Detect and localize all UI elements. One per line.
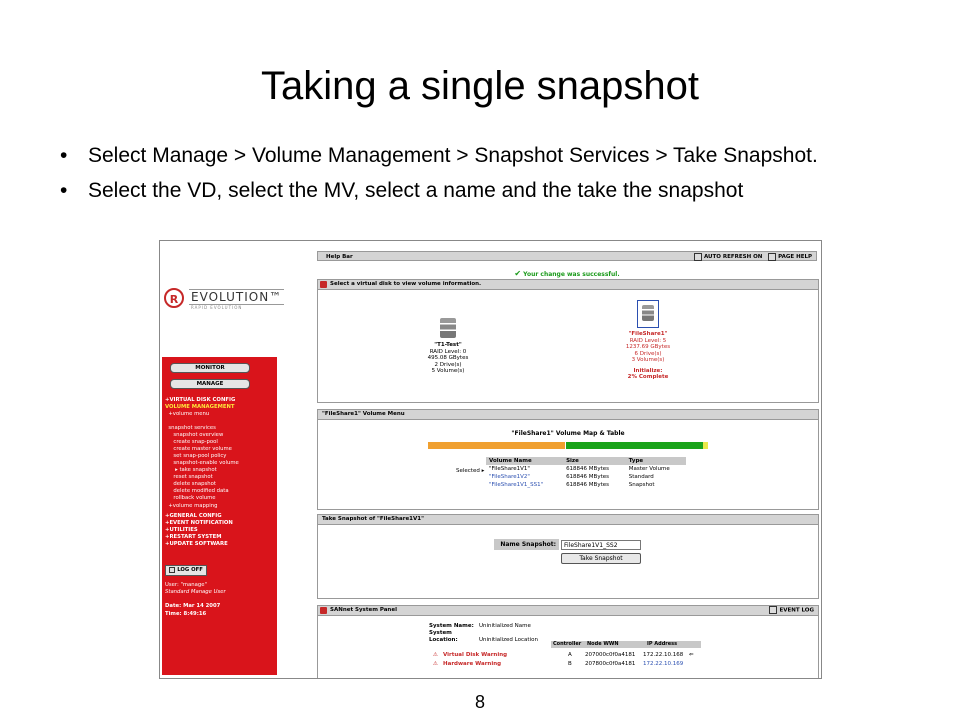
time-label: Time: [165,611,182,617]
brand-name: EVOLUTION™ [191,290,283,304]
column-header: Size [563,457,626,465]
selected-disk-frame [637,300,659,328]
take-snapshot-header: Take Snapshot of "FileShare1V1" [318,515,818,525]
system-info [429,623,538,644]
table-row[interactable] [486,465,686,473]
disk-drives: 6 Drive(s) [634,350,662,357]
user-line: User: "manage" [165,582,207,588]
brand-tagline: RAPID EVOLUTION [191,305,243,310]
volume-name[interactable]: "FileShare1V1_SS1" [489,482,544,488]
virtual-disk-t1-test[interactable] [408,318,488,375]
time-row [165,611,206,618]
sidebar-item[interactable]: delete snapshot [165,481,216,487]
controller-table-header [551,641,701,648]
sidebar-item[interactable]: create snap-pool [165,439,218,445]
page-number: 8 [474,692,485,712]
system-location-label: System Location: [429,630,458,643]
virtual-disk-panel-header [318,280,818,290]
collapse-icon[interactable] [320,607,327,614]
volume-map-segment [703,442,708,449]
success-text: Your change was successful. [523,271,620,278]
sidebar-item[interactable]: create master volume [165,446,232,452]
logoff-label: LOG OFF [177,567,203,573]
bullet-list [60,143,880,213]
virtual-disk-panel [317,279,819,403]
system-name-label: System Name: [429,623,474,629]
sannet-header [318,606,818,616]
volume-menu-header: "FileShare1" Volume Menu [318,410,818,420]
warning-label: Hardware Warning [443,661,502,667]
disk-size: 495.08 GBytes [427,355,469,361]
page-help-link[interactable] [768,254,812,260]
system-name-value: Uninitialized Name [479,623,531,629]
table-row[interactable] [486,473,686,481]
snapshot-name-input[interactable]: FileShare1V1_SS2 [561,540,641,550]
success-message [317,269,817,278]
ip-address: 172.22.10.168 [643,652,684,658]
logo-mark-icon: R [164,288,184,308]
warning-icon: ⚠ [433,661,438,667]
disk-raid: RAID Level: 5 [629,337,667,344]
help-icon [768,253,776,261]
disk-size: 1237.69 GBytes [625,344,671,350]
slide-title: Taking a single snapshot [260,64,700,108]
volume-type: Snapshot [628,482,655,488]
warning-icon: ⚠ [433,652,438,658]
sidebar-item[interactable]: VOLUME MANAGEMENT [165,404,235,410]
ip-address[interactable]: 172.22.10.169 [643,661,684,667]
init-status-label: Initialize: [633,367,663,374]
sidebar-item[interactable]: +GENERAL CONFIG [165,513,222,519]
name-snapshot-label: Name Snapshot: [494,539,559,550]
disk-raid: RAID Level: 0 [429,348,467,355]
logoff-icon [169,567,175,573]
column-header: Controller [553,641,582,647]
node-wwn: 207000c0f0a4181 [585,652,636,658]
sidebar-item[interactable]: ▸ take snapshot [165,467,217,473]
date-label: Date: [165,603,182,609]
volume-map-segment[interactable] [428,442,565,449]
brand-logo [162,285,283,313]
volume-type: Master Volume [628,466,670,472]
disk-drives: 2 Drive(s) [434,361,462,368]
column-header: Type [626,457,686,465]
disk-volumes: 3 Volume(s) [631,357,665,363]
checkmark-icon: ✔ [514,269,522,278]
sannet-title: SANnet System Panel [330,607,397,613]
log-icon [769,606,777,614]
arrow-left-icon: ⇐ [689,652,694,658]
bullet-item: • Select the VD, select the MV, select a name and the take the snapshot [60,178,880,204]
auto-refresh-toggle[interactable] [694,254,762,260]
refresh-icon [694,253,702,261]
event-log-link[interactable] [769,606,814,616]
date-row [165,603,220,610]
sidebar-item[interactable]: +RESTART SYSTEM [165,534,222,540]
init-status-value: 2% Complete [627,374,669,380]
date-value: Mar 14 2007 [183,603,221,609]
sidebar-item[interactable]: +UTILITIES [165,527,198,533]
disk-volumes: 5 Volume(s) [431,368,465,374]
volume-menu-panel [317,409,819,510]
volume-size: 618846 MBytes [566,474,609,480]
volume-map-bar [428,442,708,449]
help-bar-title: Help Bar [326,254,353,260]
sidebar-item[interactable]: +UPDATE SOFTWARE [165,541,228,547]
take-snapshot-panel [317,514,819,599]
disk-stack-icon [440,318,456,338]
sidebar-item[interactable]: +EVENT NOTIFICATION [165,520,233,526]
page-help-label: PAGE HELP [778,254,812,260]
sidebar-item[interactable]: snapshot services [165,425,216,431]
table-row[interactable] [486,481,686,489]
volume-size: 618846 MBytes [566,482,609,488]
volume-size: 618846 MBytes [566,466,609,472]
warning-row[interactable] [433,660,713,668]
collapse-icon[interactable] [320,281,327,288]
system-location-value: Uninitialized Location [479,637,538,643]
node-wwn: 207800c0f0a4181 [585,661,636,667]
selected-indicator: Selected ▸ [456,468,485,474]
warning-label: Virtual Disk Warning [443,652,508,658]
column-header: Node WWN [587,641,619,647]
column-header: Volume Name [486,457,563,465]
volume-map-segment[interactable] [566,442,703,449]
sidebar-item[interactable]: +VIRTUAL DISK CONFIG [165,397,236,403]
sidebar-item[interactable]: snapshot overview [165,432,224,438]
volume-name[interactable]: "FileShare1V2" [489,474,530,480]
sannet-panel [317,605,819,679]
sidebar-item[interactable]: +volume menu [165,411,210,417]
virtual-disk-fileshare1[interactable] [608,300,688,381]
sidebar-item[interactable]: snapshot-enable volume [165,460,239,466]
app-screenshot [159,240,822,679]
sidebar-item[interactable]: rollback volume [165,495,216,501]
controller-id: B [568,661,572,667]
bullet-item: • Select Manage > Volume Management > Snapshot Services > Take Snapshot. [60,143,880,169]
user-role: Standard Manage User [165,589,226,595]
logoff-button[interactable] [165,565,207,576]
disk-name: "T1-Test" [434,342,462,348]
time-value: 8:49:16 [183,611,207,617]
disk-stack-icon [642,305,654,321]
volume-map-title: "FileShare1" Volume Map & Table [511,430,625,437]
help-bar [317,251,817,261]
sidebar-item[interactable]: +volume mapping [165,503,218,509]
sidebar [162,357,277,675]
auto-refresh-label: AUTO REFRESH ON [703,254,763,260]
sidebar-item[interactable]: delete modified data [165,488,229,494]
controller-id: A [568,652,572,658]
monitor-button[interactable]: MONITOR [170,363,250,373]
disk-name: "FileShare1" [628,331,668,337]
volume-type: Standard [628,474,654,480]
manage-button[interactable]: MANAGE [170,379,250,389]
volume-table [486,457,686,489]
volume-name: "FileShare1V1" [489,466,530,472]
warning-row[interactable] [433,651,713,659]
sidebar-item[interactable]: set snap-pool policy [165,453,227,459]
sidebar-item[interactable]: reset snapshot [165,474,213,480]
event-log-label: EVENT LOG [779,607,814,614]
column-header: IP Address [647,641,678,647]
take-snapshot-button[interactable]: Take Snapshot [561,553,641,564]
virtual-disk-panel-title: Select a virtual disk to view volume information. [330,281,482,287]
